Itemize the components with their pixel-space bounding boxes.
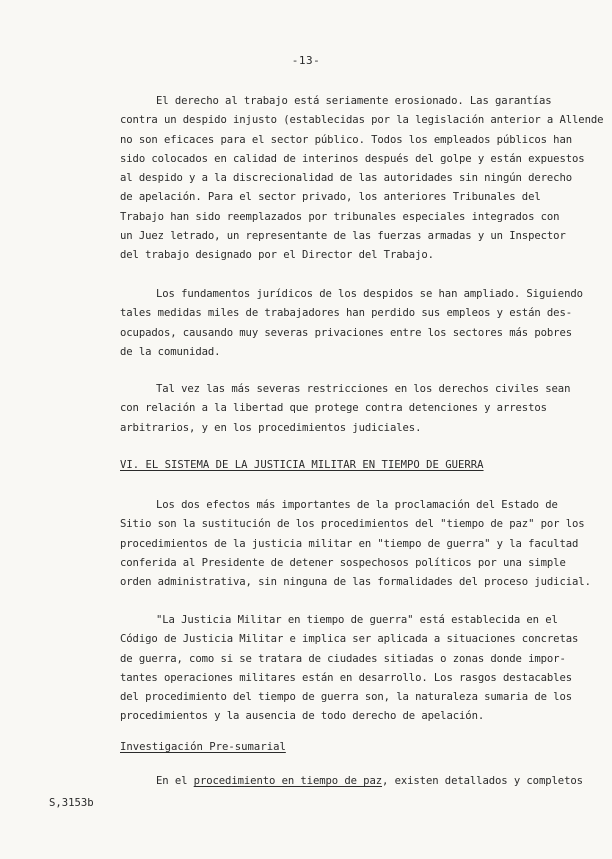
text-line: un Juez letrado, un representante de las fuerzas armadas y un Inspector (120, 230, 566, 243)
page-number: -13- (291, 54, 321, 67)
paragraph-peace-procedure (120, 772, 583, 791)
text-line: procedimientos de la justicia militar en "tiempo de guerra" y la facultad (120, 537, 579, 550)
text-line: del trabajo designado por el Director del Trabajo. (120, 249, 434, 262)
text-line: Código de Justicia Militar e implica ser aplicada a situaciones concretas (120, 633, 579, 646)
text-line: Sitio son la sustitución de los procedimientos del "tiempo de paz" por los (120, 518, 585, 531)
text-line: de apelación. Para el sector privado, los anteriores Tribunales del (120, 191, 541, 204)
paragraph-state-of-siege (120, 496, 591, 592)
text-line: arbitrarios, y en los procedimientos judiciales. (120, 421, 422, 434)
text-line: sido colocados en calidad de interinos después del golpe y están expuestos (120, 152, 585, 165)
text-line: Los fundamentos jurídicos de los despidos se han ampliado. Siguiendo (156, 288, 583, 300)
paragraph-right-to-work (120, 92, 604, 266)
text-line (120, 772, 583, 791)
paragraph-civil-rights (120, 380, 571, 438)
text-line: tales medidas miles de trabajadores han perdido sus empleos y están des- (120, 307, 573, 320)
text-fragment: En el (156, 775, 194, 787)
text-line: al despido y a la discrecionalidad de las autoridades sin ningún derecho (120, 172, 573, 185)
text-fragment: , existen detallados y completos (382, 775, 583, 787)
text-line: "La Justicia Militar en tiempo de guerra" está establecida en el (156, 614, 558, 626)
underlined-phrase: procedimiento en tiempo de paz (193, 775, 383, 787)
paragraph-dismissals (120, 285, 583, 362)
paragraph-military-justice (120, 611, 579, 727)
text-line: Los dos efectos más importantes de la proclamación del Estado de (156, 499, 558, 511)
text-line: del procedimiento del tiempo de guerra son, la naturaleza sumaria de los (120, 691, 573, 704)
text-line: no son eficaces para el sector público. Todos los empleados públicos han (120, 133, 573, 146)
text-line: contra un despido injusto (establecidas por la legislación anterior a Allende (120, 114, 604, 127)
text-line: conferida al Presidente de detener sospechosos políticos por una simple (120, 556, 566, 569)
text-line: de guerra, como si se tratara de ciudades sitiadas o zonas donde impor- (120, 652, 566, 665)
document-code: S,3153b (49, 797, 94, 809)
text-line: de la comunidad. (120, 345, 221, 358)
text-line: con relación a la libertad que protege contra detenciones y arrestos (120, 402, 547, 415)
subheading: Investigación Pre-sumarial (120, 741, 286, 753)
text-line: ocupados, causando muy severas privaciones entre los sectores más pobres (120, 326, 573, 339)
text-line: Trabajo han sido reemplazados por tribunales especiales integrados con (120, 210, 560, 223)
text-line: tantes operaciones militares están en desarrollo. Los rasgos destacables (120, 671, 573, 684)
text-line: procedimientos y la ausencia de todo derecho de apelación. (120, 710, 485, 723)
text-line: El derecho al trabajo está seriamente erosionado. Las garantías (156, 95, 552, 107)
text-line: Tal vez las más severas restricciones en los derechos civiles sean (156, 383, 571, 395)
text-line: orden administrativa, sin ninguna de las formalidades del proceso judicial. (120, 576, 591, 589)
section-heading: VI. EL SISTEMA DE LA JUSTICIA MILITAR EN TIEMPO DE GUERRA (120, 459, 484, 471)
